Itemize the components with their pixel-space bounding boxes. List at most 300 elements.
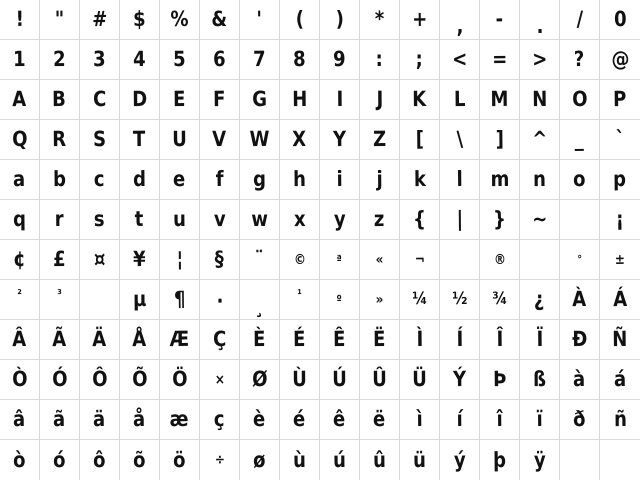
glyph-character: } (492, 206, 507, 232)
glyph-character: » (375, 291, 384, 308)
glyph-character: Ú (332, 366, 347, 392)
glyph-cell[interactable] (520, 40, 560, 80)
glyph-cell[interactable] (480, 280, 520, 320)
glyph-cell[interactable] (600, 320, 640, 360)
glyph-cell[interactable] (120, 200, 160, 240)
glyph-character: + (411, 6, 428, 32)
glyph-cell[interactable] (520, 280, 560, 320)
glyph-cell[interactable] (240, 360, 280, 400)
glyph-character: ` (615, 126, 625, 152)
glyph-cell[interactable] (400, 40, 440, 80)
glyph-character: ¹ (297, 286, 302, 301)
glyph-cell[interactable] (80, 0, 120, 40)
glyph-cell[interactable] (280, 400, 320, 440)
glyph-character: ñ (613, 406, 627, 432)
glyph-cell[interactable] (480, 360, 520, 400)
glyph-cell[interactable] (600, 400, 640, 440)
glyph-cell[interactable] (400, 360, 440, 400)
glyph-character: á (613, 366, 627, 392)
glyph-cell[interactable] (360, 80, 400, 120)
glyph-character: Y (332, 126, 347, 152)
glyph-cell[interactable] (400, 280, 440, 320)
glyph-cell[interactable] (0, 360, 40, 400)
glyph-character: ó (53, 447, 66, 472)
glyph-cell[interactable] (560, 280, 600, 320)
glyph-character: Ù (292, 366, 307, 392)
glyph-cell[interactable] (480, 320, 520, 360)
glyph-cell[interactable] (160, 360, 200, 400)
glyph-cell[interactable] (80, 160, 120, 200)
glyph-cell[interactable] (440, 240, 480, 280)
glyph-character: ½ (451, 288, 468, 310)
glyph-character: { (412, 206, 427, 232)
glyph-cell[interactable] (40, 40, 80, 80)
glyph-cell[interactable] (520, 440, 560, 480)
glyph-cell[interactable] (120, 440, 160, 480)
glyph-cell[interactable] (240, 40, 280, 80)
glyph-cell[interactable] (160, 320, 200, 360)
glyph-cell[interactable] (160, 160, 200, 200)
glyph-cell[interactable] (0, 280, 40, 320)
glyph-character: 4 (133, 46, 146, 72)
glyph-cell[interactable] (40, 200, 80, 240)
glyph-cell[interactable] (600, 440, 640, 480)
glyph-character: ç (214, 406, 225, 432)
glyph-cell[interactable] (560, 0, 600, 40)
glyph-character: _ (574, 126, 585, 152)
glyph-cell[interactable] (80, 320, 120, 360)
glyph-character: Ê (333, 326, 346, 352)
glyph-cell[interactable] (80, 360, 120, 400)
glyph-character: ¦ (176, 246, 183, 272)
glyph-cell[interactable] (160, 440, 200, 480)
glyph-character: ² (17, 286, 22, 301)
glyph-character: X (292, 126, 307, 152)
glyph-cell[interactable] (560, 240, 600, 280)
glyph-character: ; (415, 46, 424, 72)
glyph-cell[interactable] (40, 440, 80, 480)
glyph-cell[interactable] (400, 0, 440, 40)
glyph-character: È (253, 326, 266, 352)
glyph-character: c (94, 166, 105, 192)
glyph-character: k (413, 166, 426, 192)
glyph-character: " (54, 6, 65, 32)
glyph-character: ò (13, 447, 26, 472)
glyph-character: * (374, 6, 385, 32)
glyph-character: ÿ (533, 447, 546, 472)
glyph-character: £ (53, 246, 66, 272)
glyph-character: Ä (92, 326, 107, 352)
glyph-cell[interactable] (160, 120, 200, 160)
glyph-cell[interactable] (240, 80, 280, 120)
glyph-character: < (451, 46, 468, 72)
glyph-cell[interactable] (0, 200, 40, 240)
glyph-cell[interactable] (600, 360, 640, 400)
glyph-cell[interactable] (320, 120, 360, 160)
glyph-character: E (173, 86, 186, 112)
glyph-cell[interactable] (560, 80, 600, 120)
glyph-cell[interactable] (240, 120, 280, 160)
glyph-cell[interactable] (160, 280, 200, 320)
glyph-character: @ (610, 46, 630, 72)
glyph-cell[interactable] (0, 440, 40, 480)
glyph-cell[interactable] (600, 40, 640, 80)
glyph-character: q (12, 206, 27, 232)
glyph-cell[interactable] (200, 0, 240, 40)
glyph-cell[interactable] (40, 160, 80, 200)
glyph-cell[interactable] (80, 440, 120, 480)
glyph-character: e (173, 166, 186, 192)
glyph-character: Á (612, 286, 628, 312)
glyph-cell[interactable] (160, 240, 200, 280)
glyph-character: à (573, 366, 586, 392)
glyph-cell[interactable] (360, 400, 400, 440)
glyph-cell[interactable] (280, 120, 320, 160)
glyph-cell[interactable] (240, 240, 280, 280)
glyph-cell[interactable] (440, 120, 480, 160)
glyph-cell[interactable] (200, 280, 240, 320)
glyph-cell[interactable] (0, 320, 40, 360)
glyph-cell[interactable] (560, 320, 600, 360)
glyph-cell[interactable] (560, 440, 600, 480)
glyph-cell[interactable] (160, 200, 200, 240)
glyph-cell[interactable] (520, 0, 560, 40)
glyph-character: # (91, 6, 108, 32)
glyph-character: 7 (253, 46, 266, 72)
glyph-character: Z (372, 126, 387, 152)
glyph-cell[interactable] (480, 240, 520, 280)
glyph-cell[interactable] (40, 360, 80, 400)
glyph-cell[interactable] (280, 240, 320, 280)
glyph-cell[interactable] (200, 120, 240, 160)
glyph-cell[interactable] (320, 200, 360, 240)
glyph-cell[interactable] (160, 80, 200, 120)
glyph-cell[interactable] (520, 360, 560, 400)
glyph-cell[interactable] (520, 400, 560, 440)
glyph-cell[interactable] (320, 80, 360, 120)
glyph-cell[interactable] (360, 200, 400, 240)
glyph-character: ¤ (93, 246, 106, 272)
glyph-character: I (336, 86, 343, 112)
glyph-character: ¸ (254, 293, 265, 319)
glyph-cell[interactable] (440, 40, 480, 80)
glyph-cell[interactable] (280, 320, 320, 360)
glyph-cell[interactable] (80, 200, 120, 240)
glyph-cell[interactable] (440, 280, 480, 320)
glyph-cell[interactable] (280, 440, 320, 480)
glyph-character: º (336, 292, 343, 307)
glyph-cell[interactable] (120, 280, 160, 320)
glyph-character: H (291, 86, 308, 112)
glyph-cell[interactable] (200, 320, 240, 360)
glyph-character: É (293, 326, 306, 352)
glyph-cell[interactable] (120, 80, 160, 120)
glyph-cell[interactable] (240, 280, 280, 320)
glyph-cell[interactable] (360, 280, 400, 320)
glyph-cell[interactable] (400, 440, 440, 480)
glyph-character: [ (415, 126, 424, 152)
glyph-cell[interactable] (280, 80, 320, 120)
glyph-cell[interactable] (520, 320, 560, 360)
glyph-cell[interactable] (480, 440, 520, 480)
glyph-cell[interactable] (240, 160, 280, 200)
glyph-cell[interactable] (400, 200, 440, 240)
glyph-cell[interactable] (360, 240, 400, 280)
glyph-cell[interactable] (0, 40, 40, 80)
glyph-cell[interactable] (520, 240, 560, 280)
glyph-cell[interactable] (240, 440, 280, 480)
glyph-cell[interactable] (560, 400, 600, 440)
glyph-cell[interactable] (240, 0, 280, 40)
glyph-cell[interactable] (240, 200, 280, 240)
glyph-cell[interactable] (360, 160, 400, 200)
glyph-cell[interactable] (320, 320, 360, 360)
glyph-cell[interactable] (160, 0, 200, 40)
glyph-cell[interactable] (560, 40, 600, 80)
glyph-character: M (490, 86, 509, 112)
glyph-character: í (456, 406, 463, 432)
glyph-cell[interactable] (480, 0, 520, 40)
glyph-cell[interactable] (320, 160, 360, 200)
glyph-cell[interactable] (200, 440, 240, 480)
glyph-character: 2 (53, 46, 66, 72)
glyph-cell[interactable] (200, 80, 240, 120)
glyph-cell[interactable] (40, 120, 80, 160)
glyph-cell[interactable] (400, 240, 440, 280)
glyph-character: ¿ (534, 286, 545, 312)
glyph-character: L (453, 86, 466, 112)
glyph-character: 0 (613, 6, 627, 32)
glyph-cell[interactable] (480, 120, 520, 160)
glyph-cell[interactable] (120, 320, 160, 360)
glyph-character: × (214, 371, 225, 388)
glyph-cell[interactable] (600, 0, 640, 40)
glyph-cell[interactable] (120, 400, 160, 440)
glyph-character: Ö (171, 366, 188, 392)
glyph-cell[interactable] (40, 280, 80, 320)
glyph-cell[interactable] (360, 440, 400, 480)
glyph-cell[interactable] (0, 160, 40, 200)
glyph-cell[interactable] (80, 80, 120, 120)
glyph-character: 6 (213, 46, 226, 72)
glyph-character: ê (333, 406, 346, 432)
glyph-cell[interactable] (320, 280, 360, 320)
glyph-character: T (133, 126, 146, 152)
glyph-cell[interactable] (360, 360, 400, 400)
glyph-cell[interactable] (40, 0, 80, 40)
glyph-cell[interactable] (280, 0, 320, 40)
glyph-character: © (293, 251, 306, 268)
glyph-cell[interactable] (200, 40, 240, 80)
glyph-character: t (135, 206, 144, 232)
glyph-cell[interactable] (360, 320, 400, 360)
glyph-cell[interactable] (120, 160, 160, 200)
glyph-cell[interactable] (520, 80, 560, 120)
glyph-cell[interactable] (560, 200, 600, 240)
glyph-character: Í (456, 326, 463, 352)
glyph-cell[interactable] (160, 400, 200, 440)
glyph-cell[interactable] (360, 0, 400, 40)
glyph-cell[interactable] (160, 40, 200, 80)
glyph-character: C (92, 86, 107, 112)
glyph-cell[interactable] (240, 320, 280, 360)
glyph-cell[interactable] (200, 160, 240, 200)
glyph-cell[interactable] (440, 320, 480, 360)
glyph-cell[interactable] (600, 280, 640, 320)
glyph-character: ¼ (411, 288, 428, 310)
glyph-character: W (249, 126, 270, 152)
glyph-cell[interactable] (440, 440, 480, 480)
glyph-cell[interactable] (200, 360, 240, 400)
glyph-cell[interactable] (480, 40, 520, 80)
glyph-cell[interactable] (80, 120, 120, 160)
glyph-cell[interactable] (40, 320, 80, 360)
glyph-cell[interactable] (320, 40, 360, 80)
glyph-cell[interactable] (280, 160, 320, 200)
glyph-character: ä (93, 406, 106, 432)
glyph-character: ã (53, 406, 66, 432)
glyph-cell[interactable] (0, 240, 40, 280)
glyph-cell[interactable] (200, 400, 240, 440)
glyph-character: d (132, 166, 147, 192)
glyph-cell[interactable] (440, 0, 480, 40)
glyph-cell[interactable] (120, 0, 160, 40)
glyph-cell[interactable] (480, 80, 520, 120)
glyph-cell[interactable] (80, 400, 120, 440)
glyph-character: â (13, 406, 26, 432)
glyph-character: Ì (416, 326, 423, 352)
glyph-cell[interactable] (600, 160, 640, 200)
glyph-cell[interactable] (480, 400, 520, 440)
glyph-character: õ (133, 447, 146, 472)
glyph-cell[interactable] (80, 40, 120, 80)
glyph-cell[interactable] (40, 80, 80, 120)
glyph-character: ¥ (133, 246, 146, 272)
glyph-character: g (252, 166, 267, 192)
glyph-character: ? (574, 46, 585, 72)
glyph-character: Ô (91, 366, 108, 392)
glyph-cell[interactable] (600, 240, 640, 280)
glyph-cell[interactable] (80, 240, 120, 280)
glyph-character: ß (532, 366, 547, 392)
glyph-cell[interactable] (440, 200, 480, 240)
glyph-cell[interactable] (560, 160, 600, 200)
glyph-character: f (215, 166, 224, 192)
glyph-cell[interactable] (120, 40, 160, 80)
glyph-cell[interactable] (280, 360, 320, 400)
glyph-cell[interactable] (400, 80, 440, 120)
glyph-character: ¾ (491, 288, 508, 310)
glyph-cell[interactable] (600, 200, 640, 240)
glyph-cell[interactable] (520, 160, 560, 200)
glyph-character: / (576, 6, 583, 32)
glyph-cell[interactable] (480, 200, 520, 240)
glyph-character: h (292, 166, 307, 192)
glyph-cell[interactable] (400, 400, 440, 440)
glyph-character: þ (492, 447, 507, 472)
glyph-cell[interactable] (480, 160, 520, 200)
glyph-cell[interactable] (0, 0, 40, 40)
glyph-cell[interactable] (280, 280, 320, 320)
glyph-character: ÷ (214, 451, 225, 469)
glyph-cell[interactable] (280, 200, 320, 240)
glyph-cell[interactable] (520, 200, 560, 240)
glyph-character: z (374, 206, 385, 232)
glyph-character: « (375, 251, 384, 268)
glyph-cell[interactable] (440, 80, 480, 120)
glyph-cell[interactable] (280, 40, 320, 80)
glyph-cell[interactable] (400, 160, 440, 200)
glyph-cell[interactable] (560, 360, 600, 400)
glyph-character: D (131, 86, 148, 112)
glyph-cell[interactable] (80, 280, 120, 320)
glyph-character: Ó (51, 366, 68, 392)
glyph-cell[interactable] (520, 120, 560, 160)
glyph-cell[interactable] (560, 120, 600, 160)
glyph-character: ± (614, 251, 626, 268)
glyph-cell[interactable] (40, 400, 80, 440)
glyph-cell[interactable] (120, 240, 160, 280)
glyph-cell[interactable] (320, 0, 360, 40)
glyph-character: ~ (531, 206, 548, 232)
glyph-cell[interactable] (320, 400, 360, 440)
glyph-character: À (572, 286, 587, 312)
glyph-character: , (455, 13, 464, 39)
glyph-cell[interactable] (320, 360, 360, 400)
glyph-character: 3 (93, 46, 106, 72)
glyph-cell[interactable] (360, 40, 400, 80)
glyph-character: ¬ (414, 251, 425, 268)
glyph-character: > (531, 46, 548, 72)
glyph-character: P (613, 86, 627, 112)
glyph-character: ª (336, 252, 343, 267)
glyph-character: : (375, 46, 384, 72)
glyph-character: ë (373, 406, 386, 432)
glyph-character: ö (173, 447, 186, 472)
glyph-cell[interactable] (440, 400, 480, 440)
glyph-cell[interactable] (200, 200, 240, 240)
glyph-cell[interactable] (40, 240, 80, 280)
glyph-cell[interactable] (0, 120, 40, 160)
glyph-character: w (251, 206, 268, 232)
glyph-cell[interactable] (240, 400, 280, 440)
glyph-cell[interactable] (400, 120, 440, 160)
glyph-cell[interactable] (600, 120, 640, 160)
glyph-cell[interactable] (440, 160, 480, 200)
glyph-cell[interactable] (320, 440, 360, 480)
glyph-character: O (571, 86, 588, 112)
glyph-cell[interactable] (0, 80, 40, 120)
glyph-character: R (52, 126, 67, 152)
glyph-cell[interactable] (0, 400, 40, 440)
glyph-cell[interactable] (440, 360, 480, 400)
glyph-cell[interactable] (400, 320, 440, 360)
glyph-cell[interactable] (200, 240, 240, 280)
glyph-character: § (214, 246, 225, 272)
glyph-character: i (336, 166, 343, 192)
glyph-cell[interactable] (360, 120, 400, 160)
glyph-character: y (333, 206, 346, 232)
glyph-character: é (293, 406, 306, 432)
glyph-cell[interactable] (120, 120, 160, 160)
glyph-character: \ (456, 126, 463, 152)
glyph-character: ù (292, 447, 307, 472)
glyph-cell[interactable] (320, 240, 360, 280)
glyph-cell[interactable] (120, 360, 160, 400)
glyph-cell[interactable] (600, 80, 640, 120)
glyph-character: Ã (52, 326, 67, 352)
glyph-character: Ý (452, 366, 467, 392)
